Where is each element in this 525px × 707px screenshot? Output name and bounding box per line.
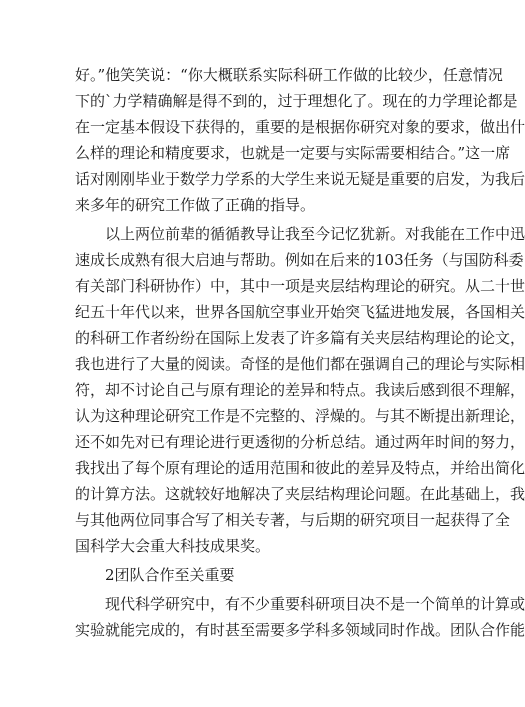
text-line: 国科学大会重大科技成果奖。 bbox=[75, 537, 271, 555]
paragraph-first-line: 现代科学研究中，有不少重要科研项目决不是一个简单的计算或 bbox=[105, 595, 525, 613]
text-line: 么样的理论和精度要求，也就是一定要与实际需要相结合。”这一席 bbox=[75, 144, 511, 162]
text-line: 下的`力学精确解是得不到的，过于理想化了。现在的力学理论都是 bbox=[75, 92, 518, 110]
text-line: 话对刚刚毕业于数学力学系的大学生来说无疑是重要的启发，为我后 bbox=[75, 170, 525, 188]
text-line: 还不如先对已有理论进行更透彻的分析总结。通过两年时间的努力， bbox=[75, 433, 525, 451]
text-line: 与其他两位同事合写了相关专著，与后期的研究项目一起获得了全 bbox=[75, 511, 511, 529]
paragraph-first-line: 以上两位前辈的循循教导让我至今记忆犹新。对我能在工作中迅 bbox=[105, 225, 525, 243]
text-line: 速成长成熟有很大启迪与帮助。例如在后来的103任务（与国防科委 bbox=[75, 251, 524, 269]
text-line: 在一定基本假设下获得的，重要的是根据你研究对象的要求，做出什 bbox=[75, 118, 525, 136]
text-line: 纪五十年代以来，世界各国航空事业开始突飞猛进地发展，各国相关 bbox=[75, 303, 525, 321]
text-line: 的计算方法。这就较好地解决了夹层结构理论问题。在此基础上，我 bbox=[75, 485, 525, 503]
text-line: 我也进行了大量的阅读。奇怪的是他们都在强调自己的理论与实际相 bbox=[75, 355, 525, 373]
text-line: 来多年的研究工作做了正确的指导。 bbox=[75, 196, 316, 214]
text-line: 好。”他笑笑说：“你大概联系实际科研工作做的比较少，任意情况 bbox=[75, 66, 503, 84]
text-line: 认为这种理论研究工作是不完整的、浮燥的。与其不断提出新理论， bbox=[75, 407, 525, 425]
section-heading: 2团队合作至关重要 bbox=[105, 566, 235, 584]
text-line: 我找出了每个原有理论的适用范围和彼此的差异及特点，并给出简化 bbox=[75, 459, 525, 477]
text-line: 的科研工作者纷纷在国际上发表了许多篇有关夹层结构理论的论文， bbox=[75, 329, 525, 347]
text-line: 符，却不讨论自己与原有理论的差异和特点。我读后感到很不理解， bbox=[75, 381, 525, 399]
text-line: 有关部门科研协作）中，其中一项是夹层结构理论的研究。从二十世 bbox=[75, 277, 525, 295]
text-line: 实验就能完成的，有时甚至需要多学科多领域同时作战。团队合作能 bbox=[75, 621, 525, 639]
